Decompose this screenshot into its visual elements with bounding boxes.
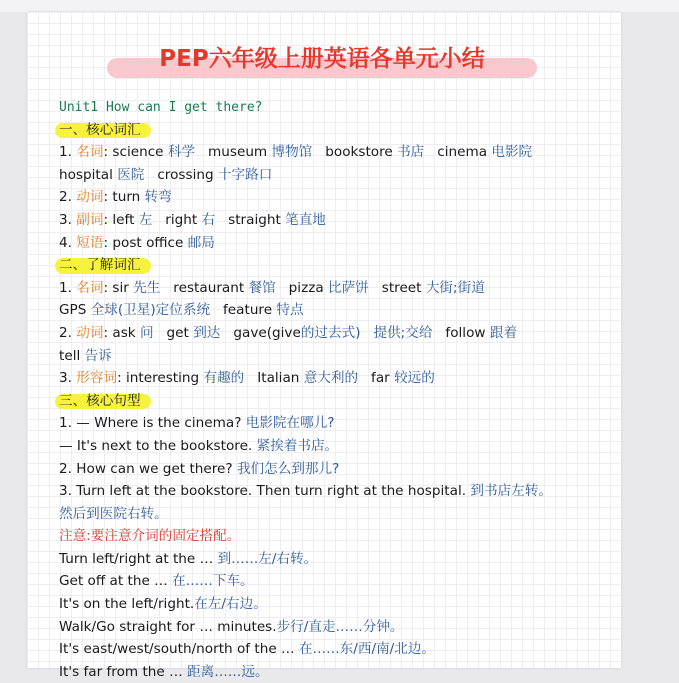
- english-text: get: [153, 324, 194, 341]
- english-text: cinema: [424, 144, 492, 161]
- note-text: 注意:要注意介词的固定搭配。: [59, 528, 241, 545]
- note-line: [59, 367, 614, 390]
- english-text: hospital: [59, 166, 118, 183]
- chinese-meaning: 在……东/西/南/北边。: [298, 641, 436, 658]
- note-line: [59, 503, 614, 526]
- english-text: pizza: [275, 279, 328, 296]
- chinese-meaning: 到……左/右转。: [217, 550, 318, 567]
- note-line: [59, 299, 614, 322]
- english-text: crossing: [144, 166, 218, 183]
- english-text: 1.: [59, 144, 77, 161]
- section-heading-highlight: [59, 119, 147, 142]
- chinese-meaning: 紧挨着书店。: [256, 437, 339, 454]
- note-line: [59, 141, 614, 164]
- english-text: 3.: [59, 370, 77, 387]
- word-category: 名词: [76, 144, 104, 161]
- english-text: — It's next to the bookstore.: [59, 437, 257, 454]
- chinese-meaning: 十字路口: [217, 166, 273, 183]
- note-line: [59, 661, 614, 683]
- chinese-meaning: 比萨饼: [328, 279, 369, 296]
- word-category: 名词: [76, 279, 104, 296]
- section-heading-text: 一、核心词汇: [59, 121, 141, 138]
- chinese-meaning: 提供;交给: [373, 324, 433, 341]
- chinese-meaning: 右: [201, 211, 216, 228]
- chinese-meaning: 问: [140, 324, 154, 341]
- chinese-meaning: 在左/右边。: [194, 596, 267, 613]
- section-heading: [59, 254, 614, 277]
- note-line: [59, 345, 614, 368]
- english-text: bookstore: [312, 144, 398, 161]
- section-heading-text: 三、核心句型: [59, 392, 141, 409]
- chinese-meaning: 有趣的: [203, 370, 245, 387]
- english-text: 3.: [59, 211, 77, 228]
- note-line: [59, 164, 614, 187]
- chinese-meaning: 然后到医院右转。: [59, 505, 168, 522]
- english-text: 3. Turn left at the bookstore. Then turn right at the hospital.: [59, 483, 471, 500]
- english-text: : turn: [103, 189, 145, 206]
- word-category: 形容词: [76, 370, 118, 387]
- note-line: [59, 525, 614, 548]
- note-line: [59, 458, 614, 481]
- english-text: 2.: [59, 324, 77, 341]
- english-text: straight: [215, 211, 286, 228]
- chinese-meaning: 在……下车。: [172, 573, 254, 590]
- note-line: [59, 277, 614, 300]
- word-category: 副词: [76, 211, 104, 228]
- chinese-meaning: 较远的: [394, 370, 435, 387]
- chinese-meaning: 先生: [133, 279, 161, 296]
- english-text: Italian: [244, 370, 304, 387]
- english-text: far: [358, 370, 395, 387]
- chinese-meaning: 电影院: [491, 144, 533, 161]
- english-text: : post office: [103, 234, 188, 251]
- note-line: [59, 548, 614, 571]
- english-text: : ask: [103, 324, 140, 341]
- english-text: follow: [432, 324, 490, 341]
- english-text: Turn left/right at the …: [59, 550, 218, 567]
- english-text: : science: [103, 144, 168, 161]
- english-text: street: [368, 279, 426, 296]
- english-text: Walk/Go straight for … minutes.: [59, 618, 277, 635]
- english-text: 1.: [59, 279, 77, 296]
- unit-heading: [59, 96, 614, 119]
- page-title: PEP六年级上册英语各单元小结: [159, 46, 485, 72]
- word-category: 短语: [76, 234, 104, 251]
- english-text: right: [152, 211, 202, 228]
- chinese-meaning: 左: [138, 211, 153, 228]
- note-line: [59, 593, 614, 616]
- english-text: : left: [103, 211, 139, 228]
- chinese-meaning: 到书店左转。: [470, 483, 552, 500]
- english-text: [361, 325, 374, 341]
- note-page: [27, 12, 621, 680]
- english-text: 4.: [59, 234, 77, 251]
- section-heading-highlight: [59, 254, 147, 277]
- chinese-meaning: 邮局: [187, 234, 215, 251]
- chinese-meaning: 电影院在哪儿?: [245, 415, 335, 432]
- section-heading: [59, 390, 614, 413]
- english-text: 2. How can we get there?: [59, 460, 237, 477]
- note-line: [59, 480, 614, 503]
- chinese-meaning: 医院: [117, 166, 145, 183]
- english-text: gave(give: [220, 324, 301, 341]
- note-line: [59, 186, 614, 209]
- word-category: 动词: [76, 324, 104, 341]
- english-text: It's east/west/south/north of the …: [59, 641, 299, 658]
- note-line: [59, 412, 614, 435]
- chinese-meaning: 全球(卫星)定位系统: [90, 302, 211, 319]
- note-line: [59, 322, 614, 345]
- chinese-meaning: 意大利的: [303, 370, 359, 387]
- chinese-meaning: 博物馆: [271, 144, 313, 161]
- chinese-meaning: 笔直地: [285, 211, 326, 228]
- note-line: [59, 209, 614, 232]
- title-block: [107, 44, 537, 78]
- section-heading: [59, 119, 614, 142]
- note-line: [59, 570, 614, 593]
- note-line: [59, 638, 614, 661]
- english-text: GPS: [59, 302, 91, 319]
- english-text: It's on the left/right.: [59, 596, 195, 613]
- chinese-meaning: 转弯: [144, 189, 172, 206]
- english-text: restaurant: [160, 279, 249, 296]
- section-heading-text: 二、了解词汇: [59, 257, 141, 274]
- english-text: museum: [195, 144, 272, 161]
- english-text: 1. — Where is the cinema?: [59, 415, 246, 432]
- english-text: : interesting: [117, 370, 204, 387]
- window-top-bar: [0, 0, 679, 12]
- chinese-meaning: 的过去式): [300, 324, 361, 341]
- notes-content: [59, 96, 614, 683]
- english-text: Get off at the …: [59, 573, 173, 590]
- chinese-meaning: 到达: [193, 324, 221, 341]
- chinese-meaning: 告诉: [84, 347, 112, 364]
- chinese-meaning: 大街;街道: [425, 279, 485, 296]
- english-text: It's far from the …: [59, 663, 188, 680]
- chinese-meaning: 距离……远。: [187, 663, 269, 680]
- chinese-meaning: 我们怎么到那儿?: [236, 460, 340, 477]
- note-line: [59, 435, 614, 458]
- english-text: 2.: [59, 189, 77, 206]
- chinese-meaning: 餐馆: [248, 279, 276, 296]
- chinese-meaning: 特点: [276, 302, 304, 319]
- chinese-meaning: 书店: [397, 144, 425, 161]
- english-text: : sir: [103, 279, 134, 296]
- word-category: 动词: [76, 189, 104, 206]
- english-text: tell: [59, 347, 85, 364]
- unit-title: Unit1 How can I get there?: [59, 100, 263, 115]
- section-heading-highlight: [59, 390, 147, 413]
- chinese-meaning: 跟着: [489, 324, 518, 341]
- english-text: feature: [210, 302, 277, 319]
- chinese-meaning: 步行/直走……分钟。: [276, 618, 404, 635]
- note-line: [59, 616, 614, 639]
- chinese-meaning: 科学: [167, 144, 196, 161]
- note-line: [59, 232, 614, 255]
